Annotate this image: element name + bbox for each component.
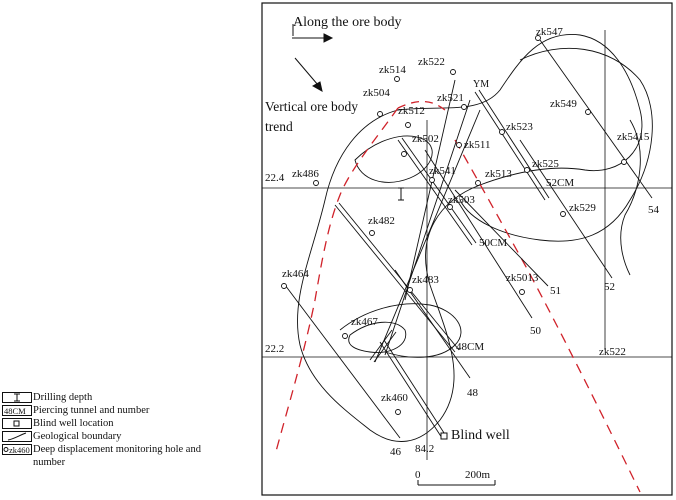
geological-boundary-far-east (621, 120, 641, 275)
hole-zk502 (402, 152, 407, 157)
ym-label: YM (473, 79, 490, 90)
hole-zk460 (396, 410, 401, 415)
hole-label-zk504: zk504 (363, 87, 390, 99)
hole-label-zk467: zk467 (351, 316, 378, 328)
tunnel-48CM (335, 203, 459, 352)
hole-label-zk514: zk514 (379, 64, 406, 76)
hole-zk482 (370, 231, 375, 236)
hole-zk504 (378, 112, 383, 117)
hole-label-zk522-top: zk522 (418, 56, 445, 68)
legend-item-drilling-depth (2, 392, 260, 405)
grid-value-row-bottom: 22.2 (265, 343, 285, 355)
legend-item-geo-boundary (2, 431, 260, 444)
line-number-48: 48 (467, 387, 478, 399)
hole-zk522-top (451, 70, 456, 75)
tunnel-label-50CM: 50CM (479, 237, 508, 249)
scale-start-label: 0 (415, 469, 421, 481)
hole-zk512 (406, 123, 411, 128)
hole-label-zk5013: zk5013 (506, 272, 539, 284)
hole-label-zk5415: zk5415 (617, 131, 650, 143)
tunnel-label-52CM: 52CM (546, 177, 575, 189)
hole-zk521 (462, 105, 467, 110)
line-number-50: 50 (530, 325, 541, 337)
drilling-depth-marker (398, 188, 404, 200)
vertical-trend-arrow (295, 58, 322, 91)
hole-label-zk503: zk503 (448, 194, 475, 206)
map-border (262, 3, 672, 495)
hole-label-zk525: zk525 (532, 158, 559, 170)
legend-label-monitor-hole (33, 444, 201, 469)
blind-well-marker (441, 433, 447, 439)
hole-zk549 (586, 110, 591, 115)
geological-boundary-main (297, 34, 641, 441)
geological-boundary-icon (2, 431, 32, 442)
along-ore-body-arrow (292, 34, 332, 42)
monitoring-hole-icon (2, 444, 32, 455)
hole-zk511 (457, 143, 462, 148)
hole-zk464 (282, 284, 287, 289)
blind-well-label: Blind well (451, 428, 510, 443)
hole-zk514 (395, 77, 400, 82)
section-line-54 (540, 40, 652, 198)
line-number-51: 51 (550, 285, 561, 297)
legend (2, 392, 260, 469)
legend-label-drilling-depth: Drilling depth (33, 392, 93, 403)
hole-label-zk464: zk464 (282, 268, 309, 280)
grid-value-col-bottom: 84.2 (415, 443, 435, 455)
hole-label-zk460: zk460 (381, 392, 408, 404)
svg-text:48CM: 48CM (4, 406, 26, 416)
vertical-trend-label-2: trend (265, 119, 293, 134)
hole-label-zk483: zk483 (412, 274, 439, 286)
legend-item-blind-well (2, 418, 260, 431)
hole-label-zk482: zk482 (368, 215, 395, 227)
hole-label-zk547: zk547 (536, 26, 563, 38)
hole-label-zk512: zk512 (398, 105, 425, 117)
hole-zk525 (525, 168, 530, 173)
blind-well-icon (2, 418, 32, 429)
hole-zk541 (430, 178, 435, 183)
hole-label-zk523: zk523 (506, 121, 533, 133)
hole-zk5415 (622, 160, 627, 165)
hole-zk483 (408, 288, 413, 293)
legend-label-blind-well: Blind well location (33, 418, 114, 429)
hole-label-zk529: zk529 (569, 202, 596, 214)
hole-zk513 (476, 181, 481, 186)
tunnel-label-48CM: 48CM (456, 341, 485, 353)
drilling-depth-icon (2, 392, 32, 403)
legend-label-tunnel: Piercing tunnel and number (33, 405, 150, 416)
hole-zk467 (343, 334, 348, 339)
ore-limit-red-dash-west (275, 108, 398, 455)
hole-label-zk541: zk541 (429, 165, 456, 177)
tunnel-icon (2, 405, 32, 416)
hole-label-zk486: zk486 (292, 168, 319, 180)
legend-label-geo-boundary: Geological boundary (33, 431, 122, 442)
legend-label-monitor-hole-line2: number (33, 456, 66, 468)
legend-item-monitor-hole (2, 444, 260, 469)
line-number-46: 46 (390, 446, 401, 458)
hole-zk486 (314, 181, 319, 186)
line-number-52: 52 (604, 281, 615, 293)
legend-item-tunnel (2, 405, 260, 418)
scale-end-label: 200m (465, 469, 491, 481)
line-number-54: 54 (648, 204, 659, 216)
svg-text:zk460: zk460 (9, 445, 30, 455)
hole-label-zk513: zk513 (485, 168, 512, 180)
grid-value-row-top: 22.4 (265, 172, 285, 184)
hole-zk529 (561, 212, 566, 217)
hole-label-zk549: zk549 (550, 98, 577, 110)
hole-label-zk502: zk502 (412, 133, 439, 145)
along-ore-body-label: Along the ore body (293, 15, 402, 30)
tunnel-50CM (398, 138, 476, 245)
hole-zk523 (500, 130, 505, 135)
hole-label-zk521: zk521 (437, 92, 464, 104)
legend-label-monitor-hole-line1: Deep displacement monitoring hole and (33, 444, 201, 455)
tunnel-blind-well (380, 340, 446, 438)
hole-zk5013 (520, 290, 525, 295)
hole-label-zk511: zk511 (464, 139, 491, 151)
hole-label-zk522-bottom: zk522 (599, 346, 626, 358)
vertical-trend-label-1: Vertical ore body (265, 99, 358, 114)
